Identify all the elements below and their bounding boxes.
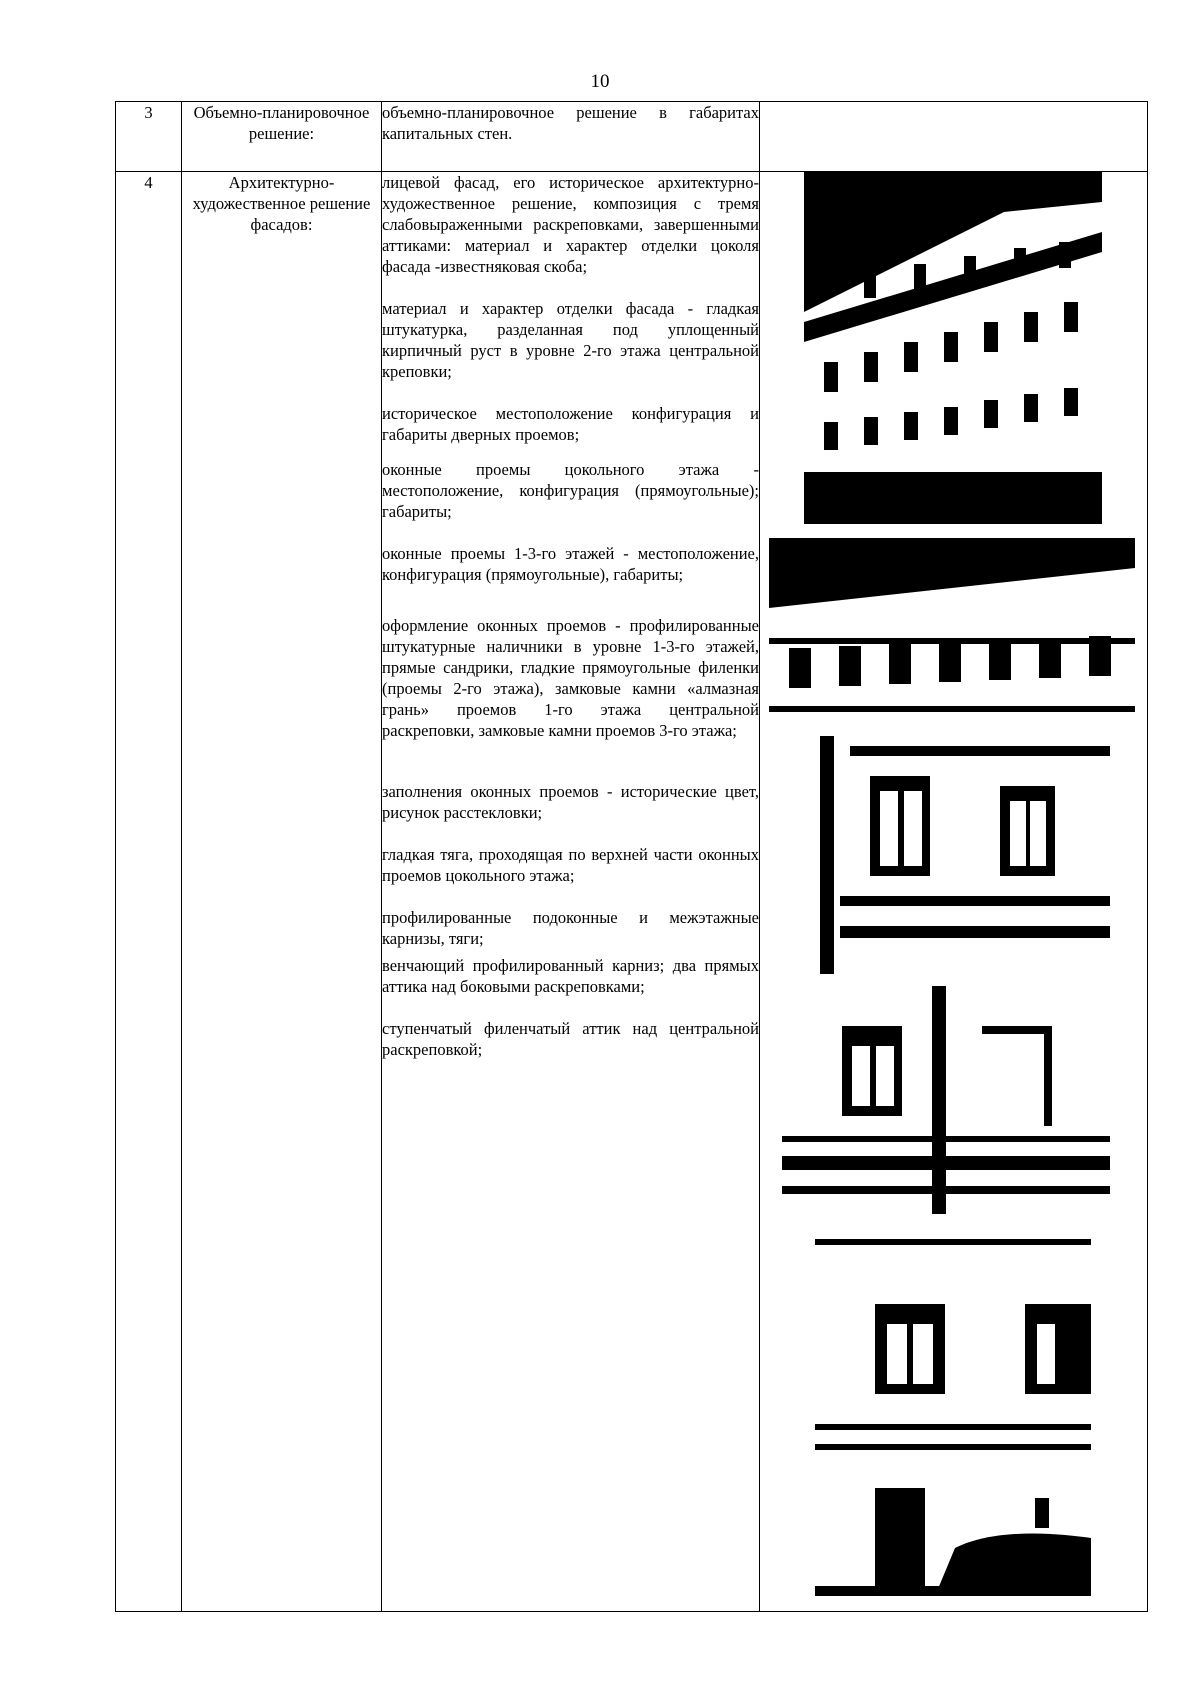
description-paragraph: историческое местоположение конфигурация и габариты дверных проемов;	[382, 404, 759, 444]
doorway-photo	[815, 1478, 1091, 1596]
pilaster-window-photo	[782, 986, 1110, 1214]
description-paragraph: оконные проемы цокольного этажа - местоположение, конфигурация (прямоугольные); габариты;	[382, 460, 759, 521]
description-paragraph: венчающий профилированный карниз; два прямых аттика над боковыми раскреповками;	[382, 956, 759, 996]
row-number: 3	[144, 103, 153, 122]
description-paragraph: профилированные подоконные и межэтажные карнизы, тяги;	[382, 908, 759, 948]
page-number: 10	[590, 71, 610, 92]
description-paragraph: оконные проемы 1-3-го этажей - местоположение, конфигурация (прямоугольные), габариты;	[382, 544, 759, 584]
row-number-cell	[116, 102, 182, 172]
row-name-cell	[182, 172, 382, 1612]
row-image-cell	[760, 102, 1148, 172]
row-description-cell	[382, 102, 760, 172]
row-name-cell	[182, 102, 382, 172]
row-number: 4	[144, 173, 153, 192]
table-row	[116, 102, 1148, 172]
description-paragraph: гладкая тяга, проходящая по верхней части оконных проемов цокольного этажа;	[382, 845, 759, 885]
description-paragraph: оформление оконных проемов - профилированные штукатурные наличники в уровне 1-3-го этажей, прямые сандрики, гладкие прямоугольные филенки (проемы 2-го этажа), замковые камни «алмазная грань» проемов 1-го этажа центральной раскреповки, замковые камни проемов 3-го этажа;	[382, 616, 759, 740]
description-paragraph: лицевой фасад, его историческое архитектурно-художественное решение, композиция с тремя слабовыраженными раскреповками, завершенными аттиками: материал и характер отделки цоколя фасада -известняковая скоба;	[382, 173, 759, 276]
description-paragraph: материал и характер отделки фасада - гладкая штукатурка, разделанная под уплощенный кирпичный руст в уровне 2-го этажа центральной креповки;	[382, 299, 759, 381]
cornice-windows-photo	[769, 538, 1135, 720]
row-description: объемно-планировочное решение в габаритах капитальных стен.	[382, 103, 759, 143]
description-paragraph: заполнения оконных проемов - исторические цвет, рисунок расстекловки;	[382, 782, 759, 822]
window-trim-photo	[800, 736, 1110, 974]
description-paragraph: ступенчатый филенчатый аттик над центральной раскреповкой;	[382, 1019, 759, 1059]
row-name: Архитектурно-художественное решение фасадов:	[192, 173, 371, 234]
row-number-cell	[116, 172, 182, 1612]
row-description-cell	[382, 172, 760, 1612]
attic-windows-photo	[815, 1234, 1091, 1456]
row-name: Объемно-планировочное решение:	[193, 103, 370, 143]
facade-overview-photo	[804, 172, 1102, 524]
